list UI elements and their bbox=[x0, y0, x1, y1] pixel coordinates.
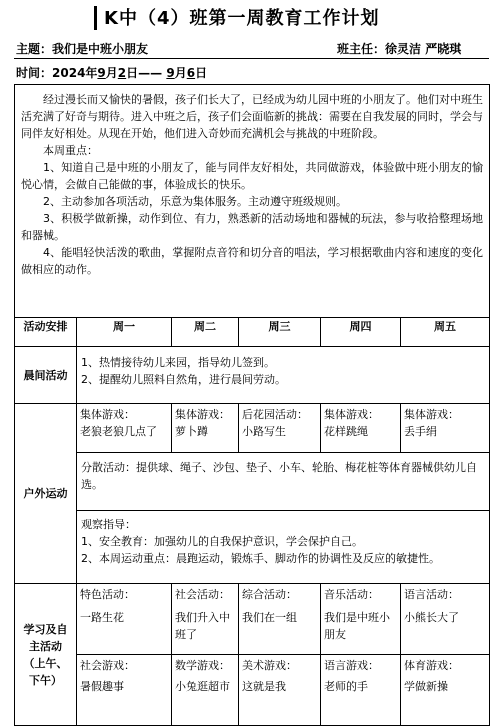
activity-type: 体育游戏： bbox=[404, 659, 459, 672]
activity-name: 小兔逛超市 bbox=[175, 680, 230, 693]
game-name: 小路写生 bbox=[242, 425, 286, 438]
learning-label-line: 学习及自 bbox=[23, 622, 68, 636]
observation-guide bbox=[77, 511, 490, 584]
month-char-2: 月 bbox=[174, 66, 187, 80]
guide-item: 1、安全教育：加强幼儿的自我保护意识，学会保护自己。 bbox=[81, 535, 363, 548]
page-title: K中（4）班第一周教育工作计划 bbox=[104, 8, 380, 29]
activity-type: 特色活动： bbox=[80, 588, 135, 601]
game-name: 花样跳绳 bbox=[324, 425, 368, 438]
learning-thu-1 bbox=[321, 584, 401, 655]
activity-name: 我们在一组 bbox=[242, 611, 297, 624]
outdoor-game-mon bbox=[77, 404, 172, 453]
learning-row-2 bbox=[15, 655, 490, 726]
game-type: 集体游戏： bbox=[80, 408, 135, 421]
focus-heading: 本周重点： bbox=[43, 144, 98, 157]
learning-label-line: 主活动 bbox=[29, 639, 62, 653]
table-header-row bbox=[15, 318, 490, 347]
outdoor-game-fri bbox=[401, 404, 490, 453]
activity-type: 数学游戏： bbox=[175, 659, 230, 672]
guide-title: 观察指导： bbox=[81, 518, 136, 531]
col-header-activity: 活动安排 bbox=[15, 318, 77, 347]
time-end-month: 9 bbox=[166, 66, 175, 80]
activity-type: 综合活动： bbox=[242, 588, 297, 601]
col-header-mon: 周一 bbox=[77, 318, 172, 347]
title-bar bbox=[0, 0, 497, 34]
morning-content bbox=[77, 347, 490, 404]
learning-tue-1 bbox=[172, 584, 239, 655]
activity-name: 我们是中班小朋友 bbox=[324, 611, 390, 641]
game-name: 老狼老狼几点了 bbox=[80, 425, 157, 438]
activity-name: 这就是我 bbox=[242, 680, 286, 693]
learning-mon-1 bbox=[77, 584, 172, 655]
outdoor-game-thu bbox=[321, 404, 401, 453]
outdoor-games-row bbox=[15, 404, 490, 453]
outdoor-game-wed bbox=[239, 404, 321, 453]
activity-type: 语言活动： bbox=[404, 588, 459, 601]
guide-item: 2、本周运动重点：晨跑运动，锻炼手、脚动作的协调性及反应的敏捷性。 bbox=[81, 552, 440, 565]
learning-fri-2 bbox=[401, 655, 490, 726]
scatter-activity: 分散活动：提供球、绳子、沙包、垫子、小车、轮胎、梅花桩等体育器械供幼儿自选。 bbox=[77, 453, 490, 511]
theme-line bbox=[16, 40, 148, 57]
game-name: 丢手绢 bbox=[404, 425, 437, 438]
game-type: 后花园活动： bbox=[242, 408, 308, 421]
learning-label bbox=[15, 584, 77, 726]
intro-paragraph: 经过漫长而又愉快的暑假，孩子们长大了，已经成为幼儿园中班的小朋友了。他们对中班生活充满了好奇与期待。进入中班之后，孩子们会面临新的挑战：需要在自我发展的同时，学会与同伴友好相处。从现在开始，他们进入奇妙而充满机会与挑战的中班阶段。 bbox=[21, 93, 484, 140]
focus-item: 2、主动参加各项活动，乐意为集体服务。主动遵守班级规则。 bbox=[43, 195, 347, 208]
learning-tue-2 bbox=[172, 655, 239, 726]
time-end-day: 6 bbox=[186, 66, 196, 80]
theme-label: 主题： bbox=[16, 42, 53, 56]
morning-item: 1、热情接待幼儿来园，指导幼儿签到。 bbox=[81, 356, 275, 369]
time-start-month: 9 bbox=[97, 66, 106, 80]
learning-label-line: （上午、 bbox=[23, 656, 68, 670]
teacher-names: 徐灵洁 严晓琪 bbox=[385, 42, 462, 56]
learning-thu-2 bbox=[321, 655, 401, 726]
focus-item: 1、知道自己是中班的小朋友了，能与同伴友好相处，共同做游戏，体验做中班小朋友的愉悦心情，会做自己能做的事，体验成长的快乐。 bbox=[21, 161, 484, 191]
title-marker bbox=[94, 6, 97, 30]
outdoor-scatter-row bbox=[15, 453, 490, 511]
activity-name: 学做新操 bbox=[404, 680, 448, 693]
morning-row bbox=[15, 347, 490, 404]
activity-name: 暑假趣事 bbox=[80, 680, 124, 693]
activity-name: 小熊长大了 bbox=[404, 611, 459, 624]
time-year: 2024年 bbox=[52, 66, 98, 80]
activity-type: 语言游戏： bbox=[324, 659, 379, 672]
time-start-day: 2 bbox=[117, 66, 127, 80]
game-type: 集体游戏： bbox=[404, 408, 459, 421]
outdoor-game-tue bbox=[172, 404, 239, 453]
learning-wed-2 bbox=[239, 655, 321, 726]
activity-type: 美术游戏： bbox=[242, 659, 297, 672]
morning-item: 2、提醒幼儿照料自然角，进行晨间劳动。 bbox=[81, 373, 286, 386]
teacher-label: 班主任： bbox=[337, 42, 386, 56]
theme-value: 我们是中班小朋友 bbox=[52, 42, 149, 56]
intro-section bbox=[15, 85, 490, 318]
divider-line bbox=[14, 58, 489, 59]
game-type: 集体游戏： bbox=[175, 408, 230, 421]
activity-type: 社会游戏： bbox=[80, 659, 135, 672]
learning-row-1 bbox=[15, 584, 490, 655]
learning-fri-1 bbox=[401, 584, 490, 655]
outdoor-label: 户外运动 bbox=[15, 404, 77, 584]
learning-mon-2 bbox=[77, 655, 172, 726]
game-type: 集体游戏： bbox=[324, 408, 379, 421]
col-header-tue: 周二 bbox=[172, 318, 239, 347]
month-char: 月 bbox=[105, 66, 118, 80]
teacher-line bbox=[337, 40, 461, 57]
time-separator: —— bbox=[138, 66, 163, 80]
morning-label: 晨间活动 bbox=[15, 347, 77, 404]
col-header-fri: 周五 bbox=[401, 318, 490, 347]
activity-type: 音乐活动： bbox=[324, 588, 379, 601]
activity-type: 社会活动： bbox=[175, 588, 230, 601]
outdoor-guide-row bbox=[15, 511, 490, 584]
activity-name: 老师的手 bbox=[324, 680, 368, 693]
activity-name: 一路生花 bbox=[80, 611, 124, 624]
game-name: 萝卜蹲 bbox=[175, 425, 208, 438]
time-label: 时间： bbox=[16, 66, 53, 80]
focus-item: 4、能唱轻快活泼的歌曲，掌握附点音符和切分音的唱法，学习根据歌曲内容和速度的变化做相应的动作。 bbox=[21, 246, 484, 276]
col-header-wed: 周三 bbox=[239, 318, 321, 347]
learning-wed-1 bbox=[239, 584, 321, 655]
day-char: 日 bbox=[126, 66, 139, 80]
learning-label-line: 下午） bbox=[29, 673, 62, 687]
activity-name: 我们升入中班了 bbox=[175, 611, 230, 641]
plan-table bbox=[14, 84, 490, 726]
focus-item: 3、积极学做新操，动作到位、有力，熟悉新的活动场地和器械的玩法，参与收拾整理场地和器械。 bbox=[21, 212, 484, 242]
time-line bbox=[16, 64, 207, 81]
day-char-2: 日 bbox=[195, 66, 208, 80]
col-header-thu: 周四 bbox=[321, 318, 401, 347]
